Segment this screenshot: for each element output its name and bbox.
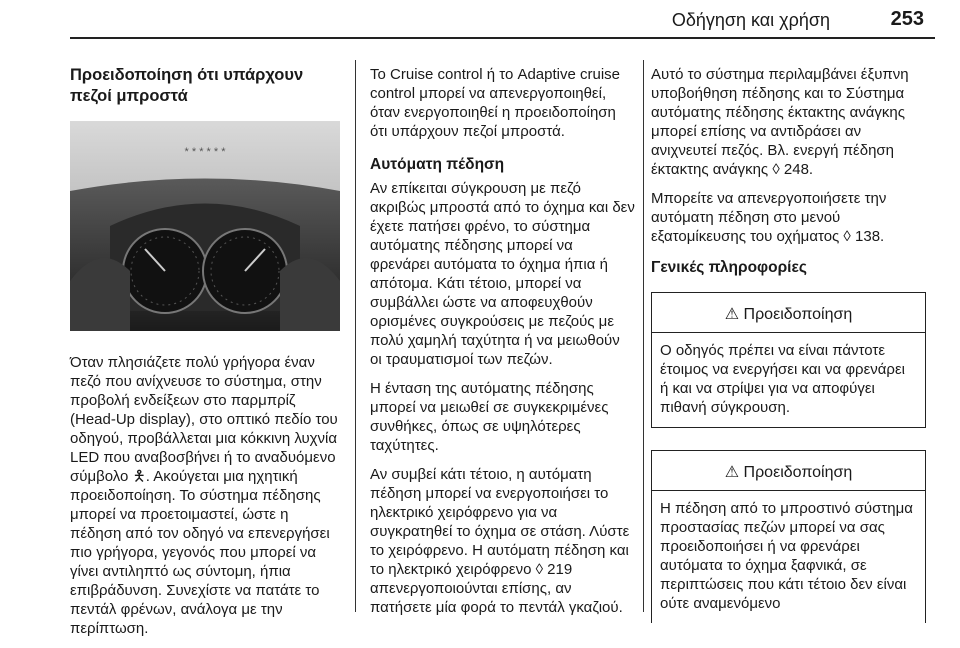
hud-led-indicator: * * * * * *: [184, 146, 226, 158]
warning-text: Η πέδηση από το μπροστινό σύστημα προστασίας πεζών μπορεί να σας προειδοποιήσει ή να φρενάρει αυτόματα το όχημα ξαφνικά, σε περιπτώσεις που κάτι τέτοιο δεν είναι ούτε αναμενόμενο: [660, 500, 913, 612]
warning-text: Ο οδηγός πρέπει να είναι πάντοτε έτοιμος να ενεργήσει και να φρενάρει ή και να στρίψει για να αποφύγει πιθανή σύγκρουση.: [660, 342, 905, 416]
column-divider: [643, 60, 644, 612]
body-paragraph: Το Cruise control ή το Adaptive cruise control μπορεί να απενεργοποιηθεί, όταν ενεργοποιηθεί η προειδοποίηση ότι υπάρχουν πεζοί μπροστά.: [370, 66, 621, 140]
page-number: 253: [890, 8, 924, 30]
warning-title: ⚠ Προειδοποίηση: [652, 293, 925, 333]
body-paragraph: Όταν πλησιάζετε πολύ γρήγορα έναν πεζό που ανίχνευσε το σύστημα, στην προβολή ενδείξεων στο παρμπρίζ (Head-Up display), στο οπτικό πεδίο του οδηγού, προβάλλεται μια κόκκινη λυχνία LED που αναβοσβήνει ή το αναδυόμενο σύμβολο 🯅. Ακούγεται μια ηχητική προειδοποίηση. Το σύστημα πέδησης μπορεί να προετοιμαστεί, ώστε η πέδηση από τον οδηγό να επενεργήσει πιο γρήγορα, γεγονός που μπορεί να γίνει αντιληπτό ως σύντομη, ήπια επιβράδυνση. Συνεχίστε να πατάτε το πεντάλ φρένων, ανάλογα με την περίπτωση.: [70, 354, 338, 637]
dashboard-hud-image: [70, 121, 340, 331]
section-title: Οδήγηση και χρήση: [671, 10, 830, 30]
warning-box: [651, 292, 926, 428]
subsection-heading: Αυτόματη πέδηση: [370, 156, 505, 173]
warning-box: [651, 450, 926, 623]
column-3: [651, 65, 926, 623]
body-paragraph: Αν επίκειται σύγκρουση με πεζό ακριβώς μπροστά από το όχημα και δεν έχετε πατήσει φρένο, το σύστημα αυτόματης πέδησης μπορεί να φρενάρει αυτόματα το όχημα ήπια ή απότομα. Κάτι τέτοιο, μπορεί να συμβάλλει ώστε να αποφευχθούν ορισμένες συγκρούσεις με πεζούς με πολύ χαμηλή ταχύτητα ή να μειωθούν οι τραυματισμοί των πεζών.: [370, 180, 635, 368]
body-paragraph: Αν συμβεί κάτι τέτοιο, η αυτόματη πέδηση μπορεί να ενεργοποιήσει το ηλεκτρικό χειρόφρενο για να συγκρατηθεί το όχημα σε στάση. Λύστε το χειρόφρενο. Η αυτόματη πέδηση και το ηλεκτρικό χειρόφρενο ◊ 219 απενεργοποιούνται επίσης, αν πατήσετε μία φορά το πεντάλ γκαζιού.: [370, 466, 630, 616]
column-2: [370, 65, 635, 627]
subsection-heading: Γενικές πληροφορίες: [651, 259, 807, 276]
column-divider: [355, 60, 356, 612]
warning-title: ⚠ Προειδοποίηση: [652, 451, 925, 491]
header-rule: [70, 37, 935, 39]
column-1: [70, 65, 342, 648]
body-paragraph: Αυτό το σύστημα περιλαμβάνει έξυπνη υποβοήθηση πέδησης και το Σύστημα αυτόματης πέδησης έκτακτης ανάγκης μπορεί επίσης να αντιδράσει αν ανιχνευτεί πεζός. Βλ. ενεργή πέδηση έκτακτης ανάγκης ◊ 248.: [651, 66, 909, 178]
dashboard-illustration: [70, 121, 340, 331]
body-paragraph: Μπορείτε να απενεργοποιήσετε την αυτόματη πέδηση στο μενού εξατομίκευσης του οχήματος ◊ 138.: [651, 190, 887, 245]
body-paragraph: Η ένταση της αυτόματης πέδησης μπορεί να μειωθεί σε συγκεκριμένες συνθήκες, όπως σε υψηλότερες ταχύτητες.: [370, 380, 609, 454]
section-heading: Προειδοποίηση ότι υπάρχουν πεζοί μπροστά: [70, 66, 304, 105]
